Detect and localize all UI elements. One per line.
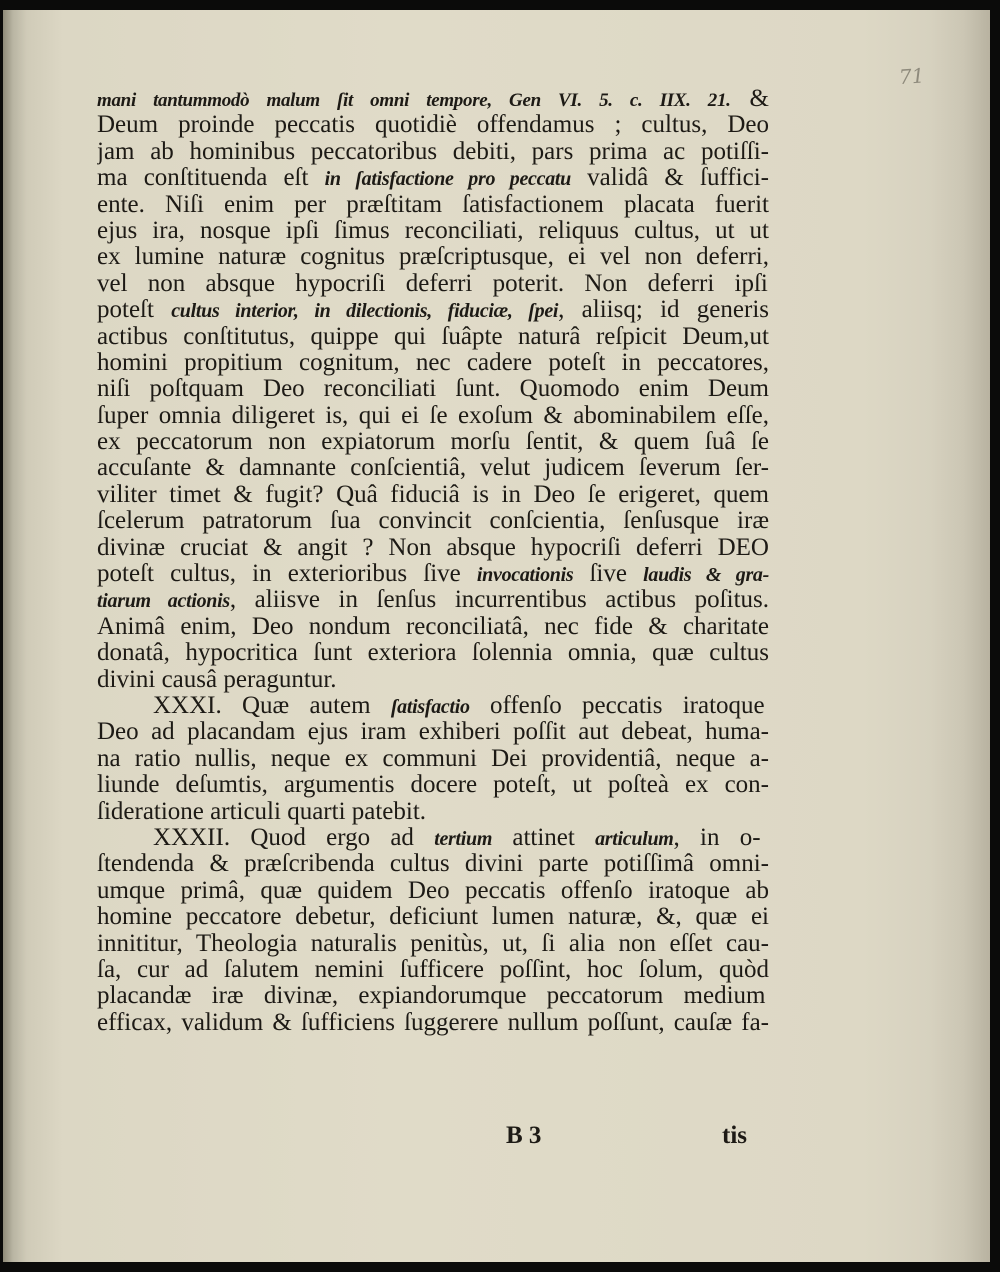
- roman-phrase: offenſo peccatis iratoque: [469, 692, 765, 719]
- text-line-content: [97, 139, 769, 165]
- text-line-content: [97, 561, 769, 587]
- roman-phrase: Deum proinde peccatis quotidiè offendamus ; cultus, Deo: [97, 112, 769, 139]
- text-line-content: [97, 244, 769, 270]
- text-line-content: [97, 508, 769, 534]
- text-line-content: [97, 587, 769, 613]
- book-page: [3, 10, 990, 1262]
- text-line-content: [97, 799, 426, 825]
- text-line-content: [97, 719, 769, 745]
- roman-phrase: &: [730, 86, 769, 112]
- text-line-content: [97, 86, 769, 112]
- roman-phrase: , aliisq; id generis: [558, 297, 769, 324]
- text-line-content: [97, 350, 769, 376]
- italic-phrase: ſatisfactio: [390, 695, 470, 718]
- text-line-content: [97, 297, 769, 323]
- text-line-content: [97, 218, 769, 244]
- text-line-content: [97, 667, 337, 693]
- text-line: [97, 455, 769, 481]
- text-line: [97, 904, 769, 930]
- roman-phrase: vel non absque hypocriſi deferri poterit. Non deferri ipſi: [97, 270, 768, 297]
- text-line-content: [97, 640, 769, 666]
- text-line-content: [97, 165, 769, 191]
- roman-phrase: accuſante & damnante conſcientiâ, velut judicem ſeverum ſer-: [97, 455, 769, 482]
- roman-phrase: viliter timet & fugit? Quâ fiduciâ is in Deo ſe erigeret, quem: [97, 481, 769, 508]
- roman-phrase: validâ & ſuffici-: [570, 165, 769, 192]
- text-line-content: [97, 271, 768, 297]
- text-line-content: [153, 825, 761, 851]
- roman-phrase: homine peccatore debetur, deficiunt lumen naturæ, &, quæ ei: [97, 904, 769, 931]
- text-line: [97, 983, 769, 1009]
- text-line-content: [97, 931, 769, 957]
- text-line-content: [97, 429, 769, 455]
- text-line: [97, 825, 769, 851]
- roman-phrase: poteſt: [97, 297, 172, 324]
- text-line-content: [97, 535, 769, 561]
- text-line: [97, 218, 769, 244]
- page-edge-shading: [930, 10, 990, 1262]
- roman-phrase: donatâ, hypocritica ſunt exteriora ſolennia omnia, quæ cultus: [97, 640, 769, 667]
- text-line-content: [97, 957, 769, 983]
- text-line-content: [97, 192, 769, 218]
- text-line: [97, 772, 769, 798]
- italic-phrase: in ſatisfactione pro peccatu: [324, 168, 571, 191]
- text-line: [97, 667, 769, 693]
- roman-phrase: ſuper omnia diligeret is, qui ei ſe exoſum & abominabilem eſſe,: [97, 402, 769, 429]
- roman-phrase: umque primâ, quæ quidem Deo peccatis offenſo iratoque ab: [97, 877, 769, 904]
- text-line: [97, 244, 769, 270]
- roman-phrase: na ratio nullis, neque ex communi Dei providentiâ, neque a-: [97, 745, 769, 772]
- roman-phrase: ſive: [573, 561, 644, 588]
- text-line: [97, 429, 769, 455]
- text-line-content: [97, 455, 769, 481]
- text-line: [97, 799, 769, 825]
- italic-phrase: articulum: [595, 827, 674, 850]
- text-line-content: [97, 851, 769, 877]
- text-line: [97, 112, 769, 138]
- text-line: [97, 957, 769, 983]
- roman-phrase: ſcelerum patratorum ſua convincit conſcientia, ſenſusque iræ: [97, 508, 769, 535]
- text-line: [97, 746, 769, 772]
- roman-phrase: , in o-: [673, 824, 761, 851]
- italic-phrase: tertium: [434, 827, 493, 850]
- roman-phrase: Animâ enim, Deo nondum reconciliatâ, nec fide & charitate: [97, 613, 769, 640]
- text-line-content: [153, 693, 765, 719]
- text-line-content: [97, 1010, 769, 1036]
- roman-phrase: ex lumine naturæ cognitus præſcriptusque, ei vel non deferri,: [97, 244, 769, 271]
- roman-phrase: ſtendenda & præſcribenda cultus divini parte potiſſimâ omni-: [97, 851, 769, 878]
- text-line: [97, 350, 769, 376]
- text-line-content: [97, 878, 769, 904]
- text-line-content: [97, 112, 769, 138]
- text-line-content: [97, 746, 769, 772]
- text-line: [97, 139, 769, 165]
- roman-phrase: innititur, Theologia naturalis penitùs, ut, ſi alia non eſſet cau-: [97, 930, 769, 957]
- roman-phrase: actibus conſtitutus, quippe qui ſuâpte naturâ reſpicit Deum,ut: [97, 323, 769, 350]
- text-line: [97, 931, 769, 957]
- text-line: [97, 86, 769, 112]
- roman-phrase: homini propitium cognitum, nec cadere poteſt in peccatores,: [97, 349, 769, 376]
- text-line: [97, 508, 769, 534]
- roman-phrase: XXXII. Quod ergo ad: [153, 824, 435, 851]
- roman-phrase: divini causâ peraguntur.: [97, 666, 337, 693]
- text-line-content: [97, 772, 769, 798]
- text-line-content: [97, 983, 765, 1009]
- roman-phrase: ejus ira, nosque ipſi ſimus reconciliati, reliquus cultus, ut ut: [97, 217, 769, 244]
- roman-phrase: poteſt cultus, in exterioribus ſive: [97, 561, 477, 588]
- signature-mark: B 3: [506, 1122, 542, 1149]
- text-line-content: [97, 403, 769, 429]
- text-line: [97, 614, 769, 640]
- text-line: [97, 192, 769, 218]
- roman-phrase: niſi poſtquam Deo reconciliati ſunt. Quomodo enim Deum: [97, 376, 769, 403]
- text-line-content: [97, 324, 769, 350]
- text-line: [97, 535, 769, 561]
- text-line: [97, 719, 769, 745]
- text-line: [97, 376, 769, 402]
- text-line-content: [97, 904, 769, 930]
- text-line: [97, 482, 769, 508]
- roman-phrase: XXXI. Quæ autem: [153, 692, 391, 719]
- italic-phrase: invocationis: [476, 564, 574, 587]
- text-line: [97, 878, 769, 904]
- catchword: tis: [722, 1122, 747, 1149]
- text-line-content: [97, 482, 769, 508]
- roman-phrase: liunde deſumtis, argumentis docere poteſt, ut poſteà ex con-: [97, 772, 769, 799]
- roman-phrase: Deo ad placandam ejus iram exhiberi poſſit aut debeat, huma-: [97, 719, 769, 746]
- text-line-content: [97, 376, 769, 402]
- folio-number: 71: [898, 63, 926, 90]
- italic-phrase: laudis & gra-: [643, 564, 769, 587]
- roman-phrase: divinæ cruciat & angit ? Non absque hypocriſi deferri DEO: [97, 534, 769, 561]
- body-text: [97, 86, 769, 1036]
- text-line: [97, 587, 769, 613]
- text-line: [97, 693, 769, 719]
- roman-phrase: placandæ iræ divinæ, expiandorumque peccatorum medium: [97, 983, 766, 1010]
- text-line: [97, 271, 769, 297]
- text-line: [97, 1010, 769, 1036]
- roman-phrase: jam ab hominibus peccatoribus debiti, pars prima ac potiſſi-: [97, 138, 769, 165]
- text-line: [97, 403, 769, 429]
- roman-phrase: ſa, cur ad ſalutem nemini ſufficere poſſint, hoc ſolum, quòd: [97, 956, 769, 983]
- italic-phrase: tiarum actionis: [97, 590, 230, 613]
- text-line: [97, 640, 769, 666]
- roman-phrase: ente. Niſi enim per præſtitam ſatisfactionem placata fuerit: [97, 191, 769, 218]
- roman-phrase: ſideratione articuli quarti patebit.: [97, 798, 427, 825]
- text-line: [97, 165, 769, 191]
- roman-phrase: attinet: [492, 824, 596, 851]
- text-line: [97, 851, 769, 877]
- text-line-content: [97, 614, 769, 640]
- italic-phrase: cultus interior, in dilectionis, fiduciæ, ſpei: [171, 300, 559, 323]
- roman-phrase: efficax, validum & ſufficiens ſuggerere nullum poſſunt, cauſæ fa-: [97, 1009, 769, 1036]
- italic-phrase: mani tantummodò malum ſit omni tempore, Gen VI. 5. c. IIX. 21.: [97, 90, 731, 111]
- roman-phrase: ex peccatorum non expiatorum morſu ſentit, & quem ſuâ ſe: [97, 429, 769, 456]
- text-line: [97, 324, 769, 350]
- text-line: [97, 561, 769, 587]
- roman-phrase: ma conſtituenda eſt: [97, 165, 325, 192]
- roman-phrase: , aliisve in ſenſus incurrentibus actibus poſitus.: [229, 587, 769, 614]
- text-line: [97, 297, 769, 323]
